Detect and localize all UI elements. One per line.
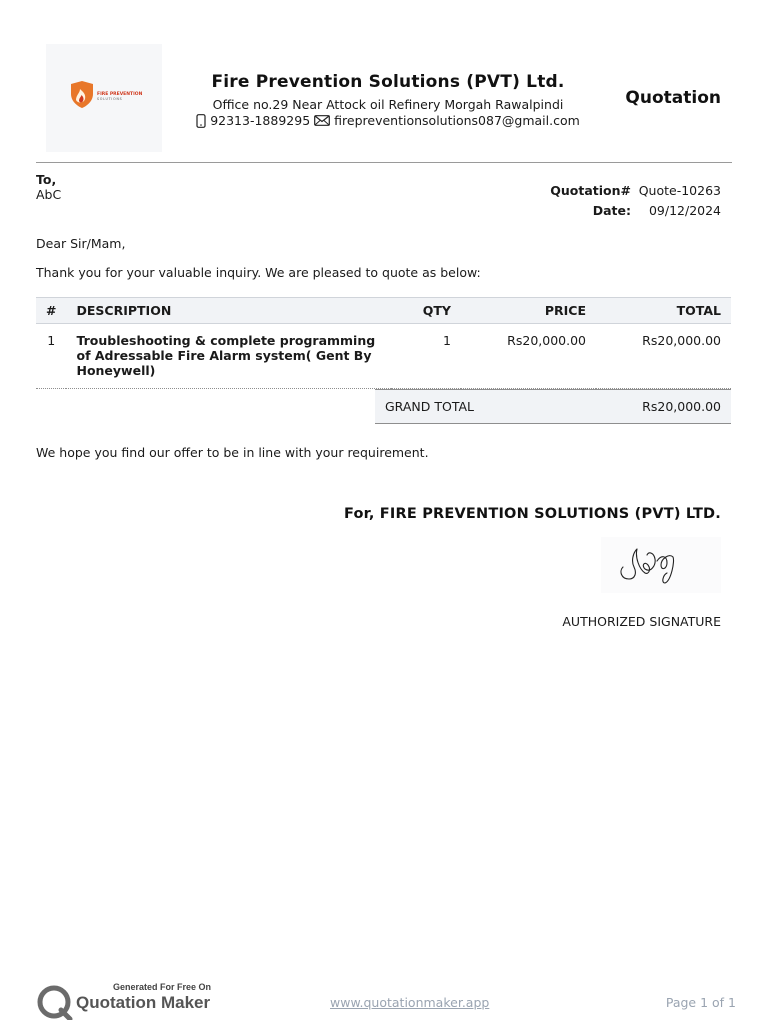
company-logo: [46, 44, 162, 152]
col-qty: QTY: [391, 298, 461, 324]
table-row: [36, 324, 731, 389]
table-header-row: [36, 298, 731, 324]
grand-total-row: [375, 389, 731, 424]
quote-number-label: Quotation#: [550, 183, 631, 198]
handwritten-signature: [601, 537, 721, 593]
date-value: 09/12/2024: [648, 203, 721, 218]
company-phone: 92313-1889295: [210, 113, 311, 128]
row-description: Troubleshooting & complete programming of Adressable Fire Alarm system( Gent By Honeywell): [66, 324, 391, 389]
closing-text: We hope you find our offer to be in line with your requirement.: [36, 445, 429, 460]
signature-label: AUTHORIZED SIGNATURE: [562, 614, 721, 629]
company-name: Fire Prevention Solutions (PVT) Ltd.: [211, 72, 565, 92]
row-price: Rs20,000.00: [461, 324, 596, 389]
company-address: Office no.29 Near Attock oil Refinery Morgah Rawalpindi: [212, 97, 564, 112]
footer-brand[interactable]: [37, 980, 217, 1024]
mail-icon: [314, 115, 330, 126]
date-label: Date:: [592, 203, 631, 218]
items-table: [36, 297, 731, 389]
logo-wordmark: FIRE PREVENTION SOLUTIONS: [97, 92, 143, 101]
col-number: #: [36, 298, 66, 324]
page-number: Page 1 of 1: [665, 995, 736, 1010]
header-divider: [36, 162, 732, 163]
quote-number-value: Quote-10263: [638, 183, 721, 198]
company-email[interactable]: firepreventionsolutions087@gmail.com: [334, 113, 580, 128]
company-header: [180, 72, 596, 128]
quotation-maker-logo-icon: [37, 984, 73, 1020]
recipient-name: AbC: [36, 187, 62, 202]
date-row: [531, 201, 721, 221]
footer-url-link[interactable]: www.quotationmaker.app: [330, 995, 490, 1010]
signature-image: [601, 537, 721, 593]
grand-total-label: GRAND TOTAL: [385, 399, 475, 414]
quote-number-row: [531, 181, 721, 201]
row-number: 1: [36, 324, 66, 389]
recipient-label: To,: [36, 172, 57, 187]
grand-total-value: Rs20,000.00: [642, 399, 721, 414]
company-contact: [180, 113, 596, 128]
col-price: PRICE: [461, 298, 596, 324]
document-title: Quotation: [625, 88, 721, 108]
footer-generated-text: Generated For Free On: [113, 982, 212, 992]
greeting: Dear Sir/Mam,: [36, 236, 126, 251]
phone-icon: [196, 114, 206, 128]
row-qty: 1: [391, 324, 461, 389]
for-company: For, FIRE PREVENTION SOLUTIONS (PVT) LTD.: [343, 506, 721, 522]
intro-text: Thank you for your valuable inquiry. We are pleased to quote as below:: [36, 265, 481, 280]
row-total: Rs20,000.00: [596, 324, 731, 389]
footer-brand-name: Quotation Maker: [76, 993, 211, 1012]
col-total: TOTAL: [596, 298, 731, 324]
col-description: DESCRIPTION: [66, 298, 391, 324]
quotation-meta: [531, 181, 721, 221]
